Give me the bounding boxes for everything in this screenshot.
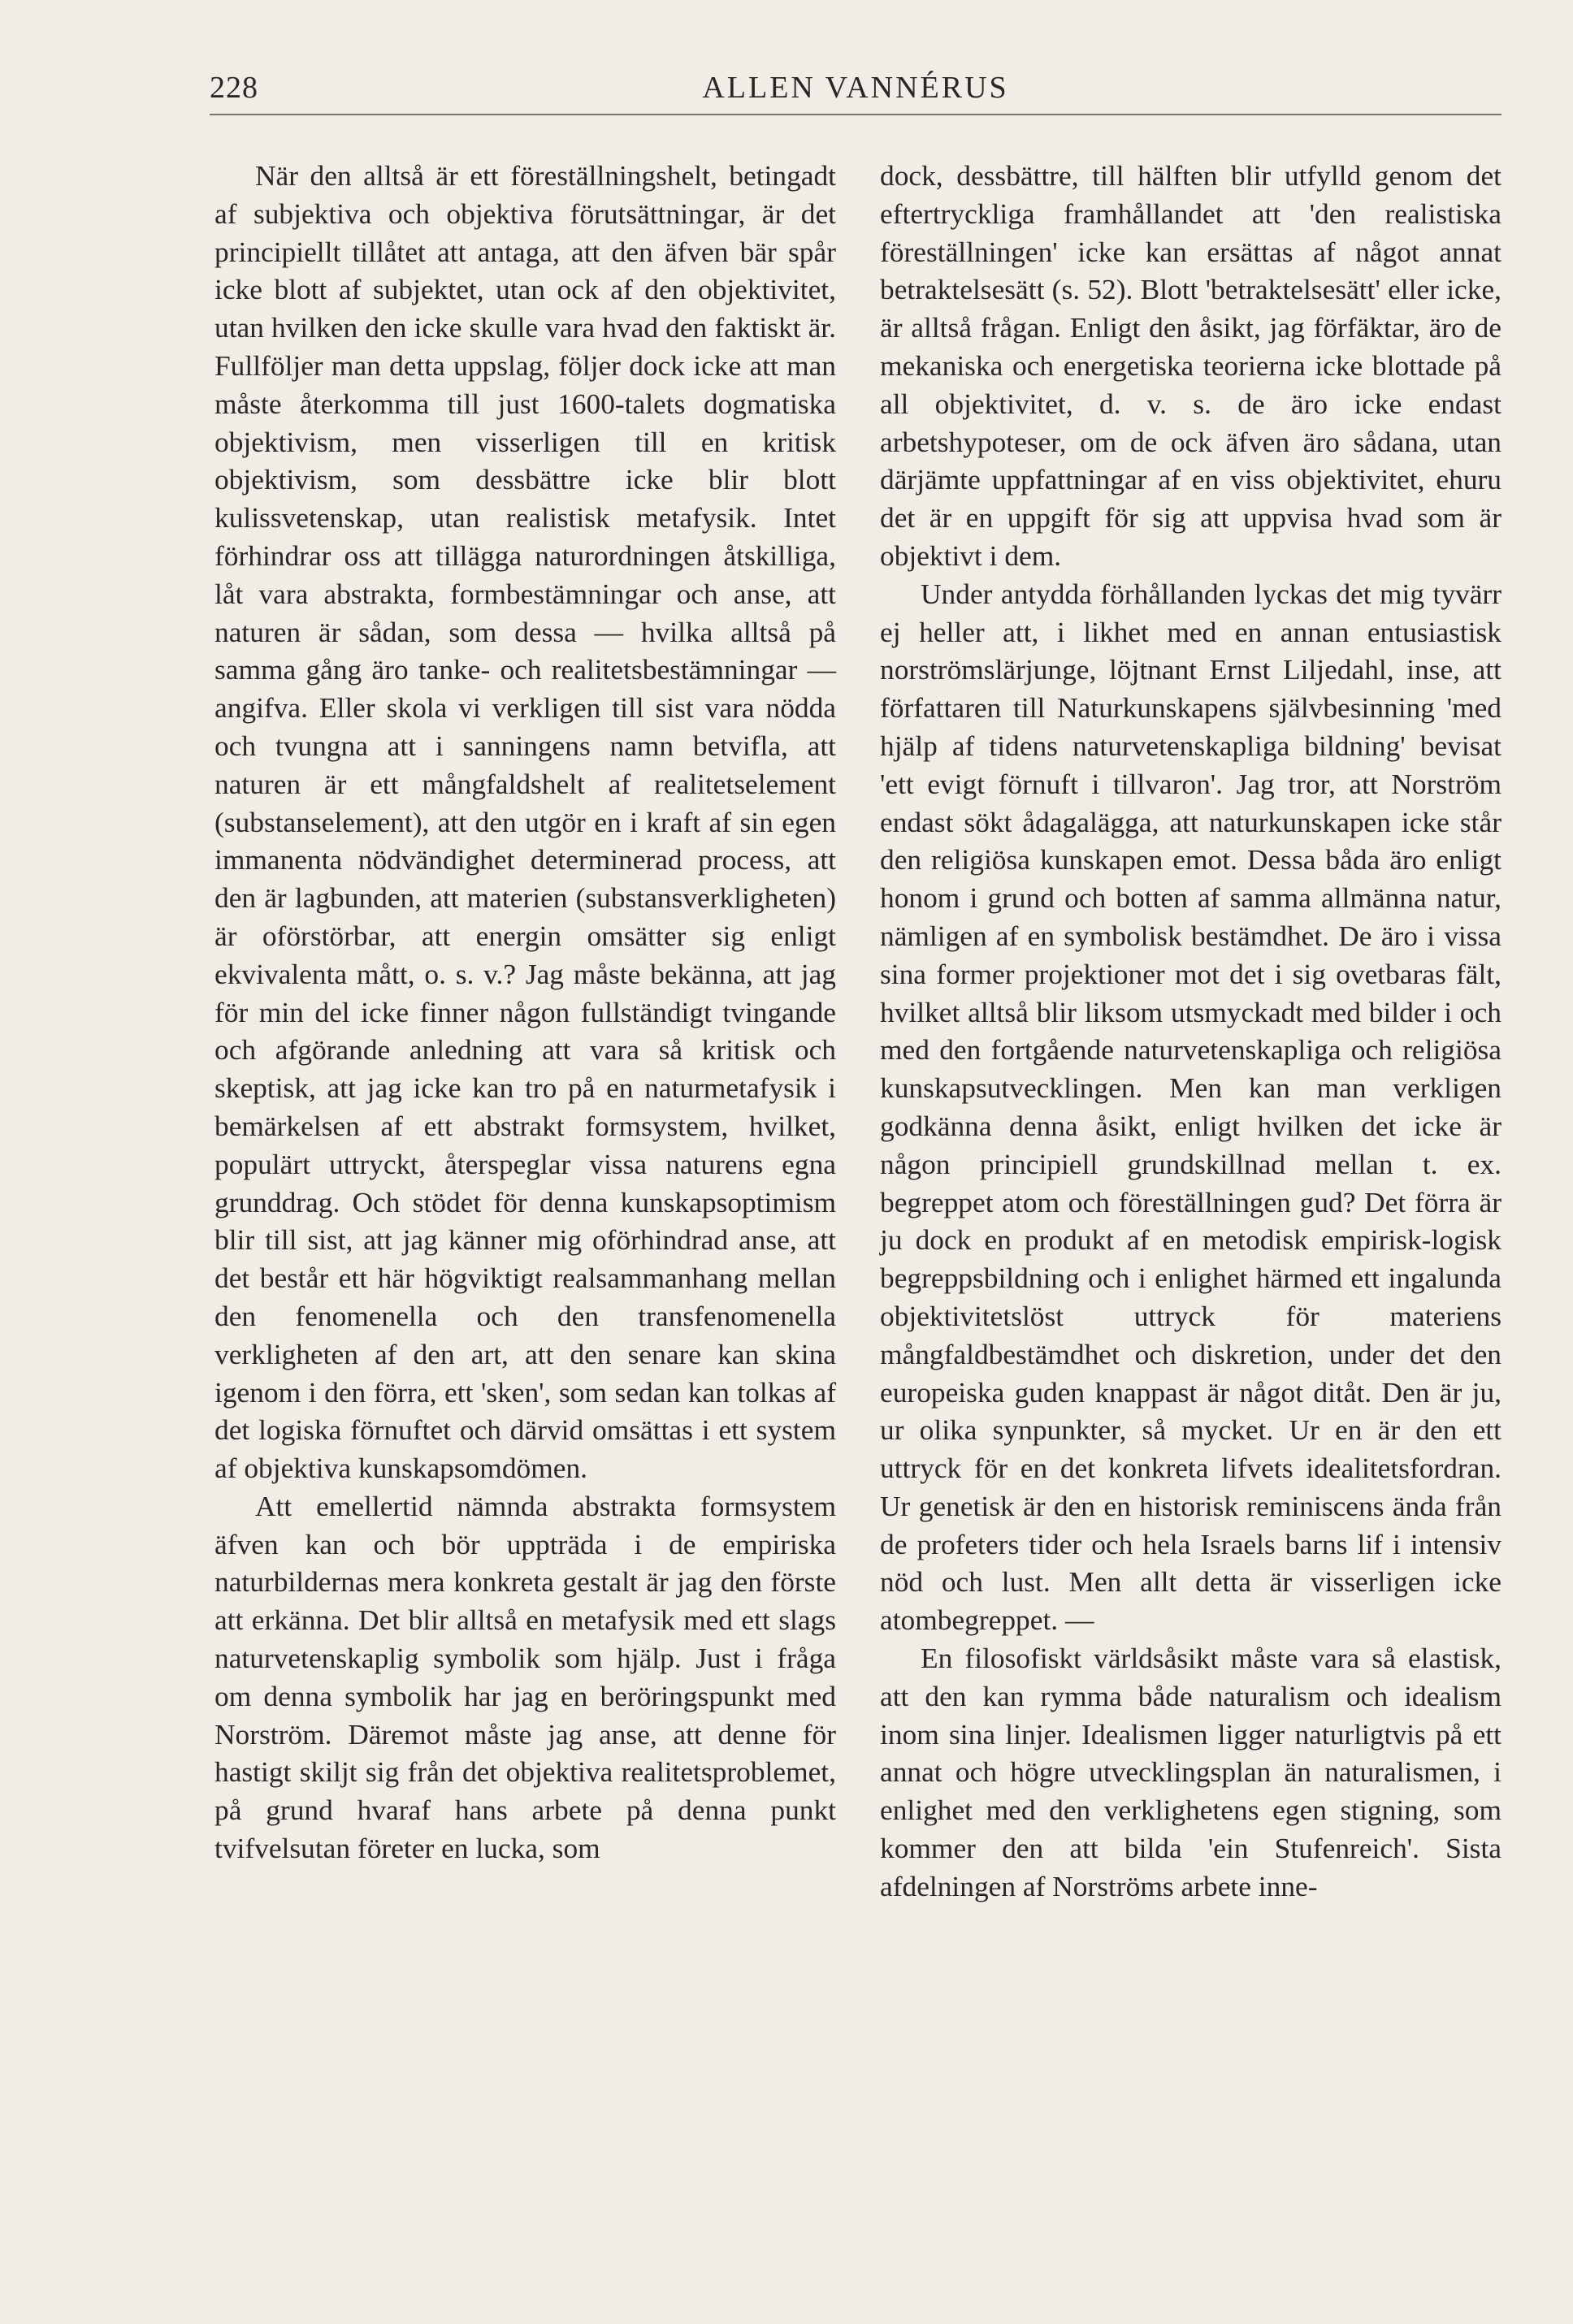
right-column bbox=[880, 157, 1502, 1906]
paragraph: dock, dessbättre, till hälften blir utfylld genom det eftertryckliga framhållandet att 'den realistiska föreställningen' icke kan ersättas af något annat betraktelsesätt (s. 52). Blott 'betraktelsesätt' eller icke, är alltså frågan. Enligt den åsikt, jag förfäktar, äro de mekaniska och energetiska teorierna icke blottade på all objektivitet, d. v. s. de äro icke endast arbetshypoteser, om de ock äfven äro sådana, utan därjämte uppfattningar af en viss objektivitet, ehuru det är en uppgift för sig att uppvisa hvad som är objektivt i dem. bbox=[880, 159, 1502, 572]
page-number: 228 bbox=[210, 71, 258, 105]
running-head: ALLEN VANNÉRUS bbox=[702, 71, 1009, 105]
paragraph: Att emellertid nämnda abstrakta formsystem äfven kan och bör uppträda i de empiriska naturbildernas mera konkreta gestalt är jag den förste att erkänna. Det blir alltså en metafysik med ett slags naturvetenskaplig symbolik som hjälp. Just i fråga om denna symbolik har jag en beröringspunkt med Norström. Däremot måste jag anse, att denne för hastigt skiljt sig från det objektiva realitetsproblemet, på grund hvaraf hans arbete på denna punkt tvifvelsutan företer en lucka, som bbox=[214, 1489, 836, 1865]
paragraph: Under antydda förhållanden lyckas det mig tyvärr ej heller att, i likhet med en annan entusiastisk norströmslärjunge, löjtnant Ernst Liljedahl, inse, att författaren till Naturkunskapens självbesinning 'med hjälp af tidens naturvetenskapliga bildning' bevisat 'ett evigt förnuft i tillvaron'. Jag tror, att Norström endast sökt ådagalägga, att naturkunskapen icke står den religiösa kunskapen emot. Dessa båda äro enligt honom i grund och botten af samma allmänna natur, nämligen af en symbolisk bestämdhet. De äro i vissa sina former projektioner mot det i sig ovetbaras fält, hvilket alltså blir liksom utsmyckadt med bilder i och med den fortgående naturvetenskapliga och religiösa kunskapsutvecklingen. Men kan man verkligen godkänna denna åsikt, enligt hvilken det icke är någon principiell grundskillnad mellan t. ex. begreppet atom och föreställningen gud? Det förra är ju dock en produkt af en metodisk empirisk-logisk begreppsbildning och i enlighet härmed ett ingalunda objektivitetslöst uttryck för materiens mångfaldbestämdhet och diskretion, under det den europeiska guden knappast är något ditåt. Den är ju, ur olika synpunkter, så mycket. Ur en är den ett uttryck för en det konkreta lifvets idealitetsfordran. Ur genetisk är den en historisk reminiscens ända från de profeters tider och hela Israels barns lif i intensiv nöd och lust. Men allt detta är visserligen icke atombegreppet. — bbox=[880, 577, 1502, 1637]
paragraph: En filosofiskt världsåsikt måste vara så elastisk, att den kan rymma både naturalism och idealism inom sina linjer. Idealismen ligger naturligtvis på ett annat och högre utvecklingsplan än naturalismen, i enlighet med den verklighetens egen stigning, som kommer den att bilda 'ein Stufenreich'. Sista afdelningen af Norströms arbete inne- bbox=[880, 1642, 1502, 1902]
header-rule bbox=[210, 114, 1502, 115]
page-header bbox=[210, 70, 1502, 119]
left-column bbox=[214, 157, 836, 1867]
paragraph: När den alltså är ett föreställningshelt, betingadt af subjektiva och objektiva förutsättningar, är det principiellt tillåtet att antaga, att den äfven bär spår icke blott af subjektet, utan ock af den objektivitet, utan hvilken den icke skulle vara hvad den faktiskt är. Fullföljer man detta uppslag, följer dock icke att man måste återkomma till just 1600-talets dogmatiska objektivism, men visserligen till en kritisk objektivism, som dessbättre icke blir blott kulissvetenskap, utan realistisk metafysik. Intet förhindrar oss att tillägga naturordningen åtskilliga, låt vara abstrakta, formbestämningar och anse, att naturen är sådan, som dessa — hvilka alltså på samma gång äro tanke- och realitetsbestämningar — angifva. Eller skola vi verkligen till sist vara nödda och tvungna att i sanningens namn betvifla, att naturen är ett mångfaldshelt af realitetselement (substanselement), att den utgör en i kraft af sin egen immanenta nödvändighet determinerad process, att den är lagbunden, att materien (substansverkligheten) är oförstörbar, att energin omsätter sig enligt ekvivalenta mått, o. s. v.? Jag måste bekänna, att jag för min del icke finner någon fullständigt tvingande och afgörande anledning att vara så kritisk och skeptisk, att jag icke kan tro på en naturmetafysik i bemärkelsen af ett abstrakt formsystem, hvilket, populärt uttryckt, återspeglar vissa naturens egna grunddrag. Och stödet för denna kunskapsoptimism blir till sist, att jag känner mig oförhindrad anse, att det består ett här högviktigt realsammanhang mellan den fenomenella och den transfenomenella verkligheten af den art, att den senare kan skina igenom i den förra, ett 'sken', som sedan kan tolkas af det logiska förnuftet och därvid omsättas i ett system af objektiva kunskapsomdömen. bbox=[214, 159, 836, 1485]
